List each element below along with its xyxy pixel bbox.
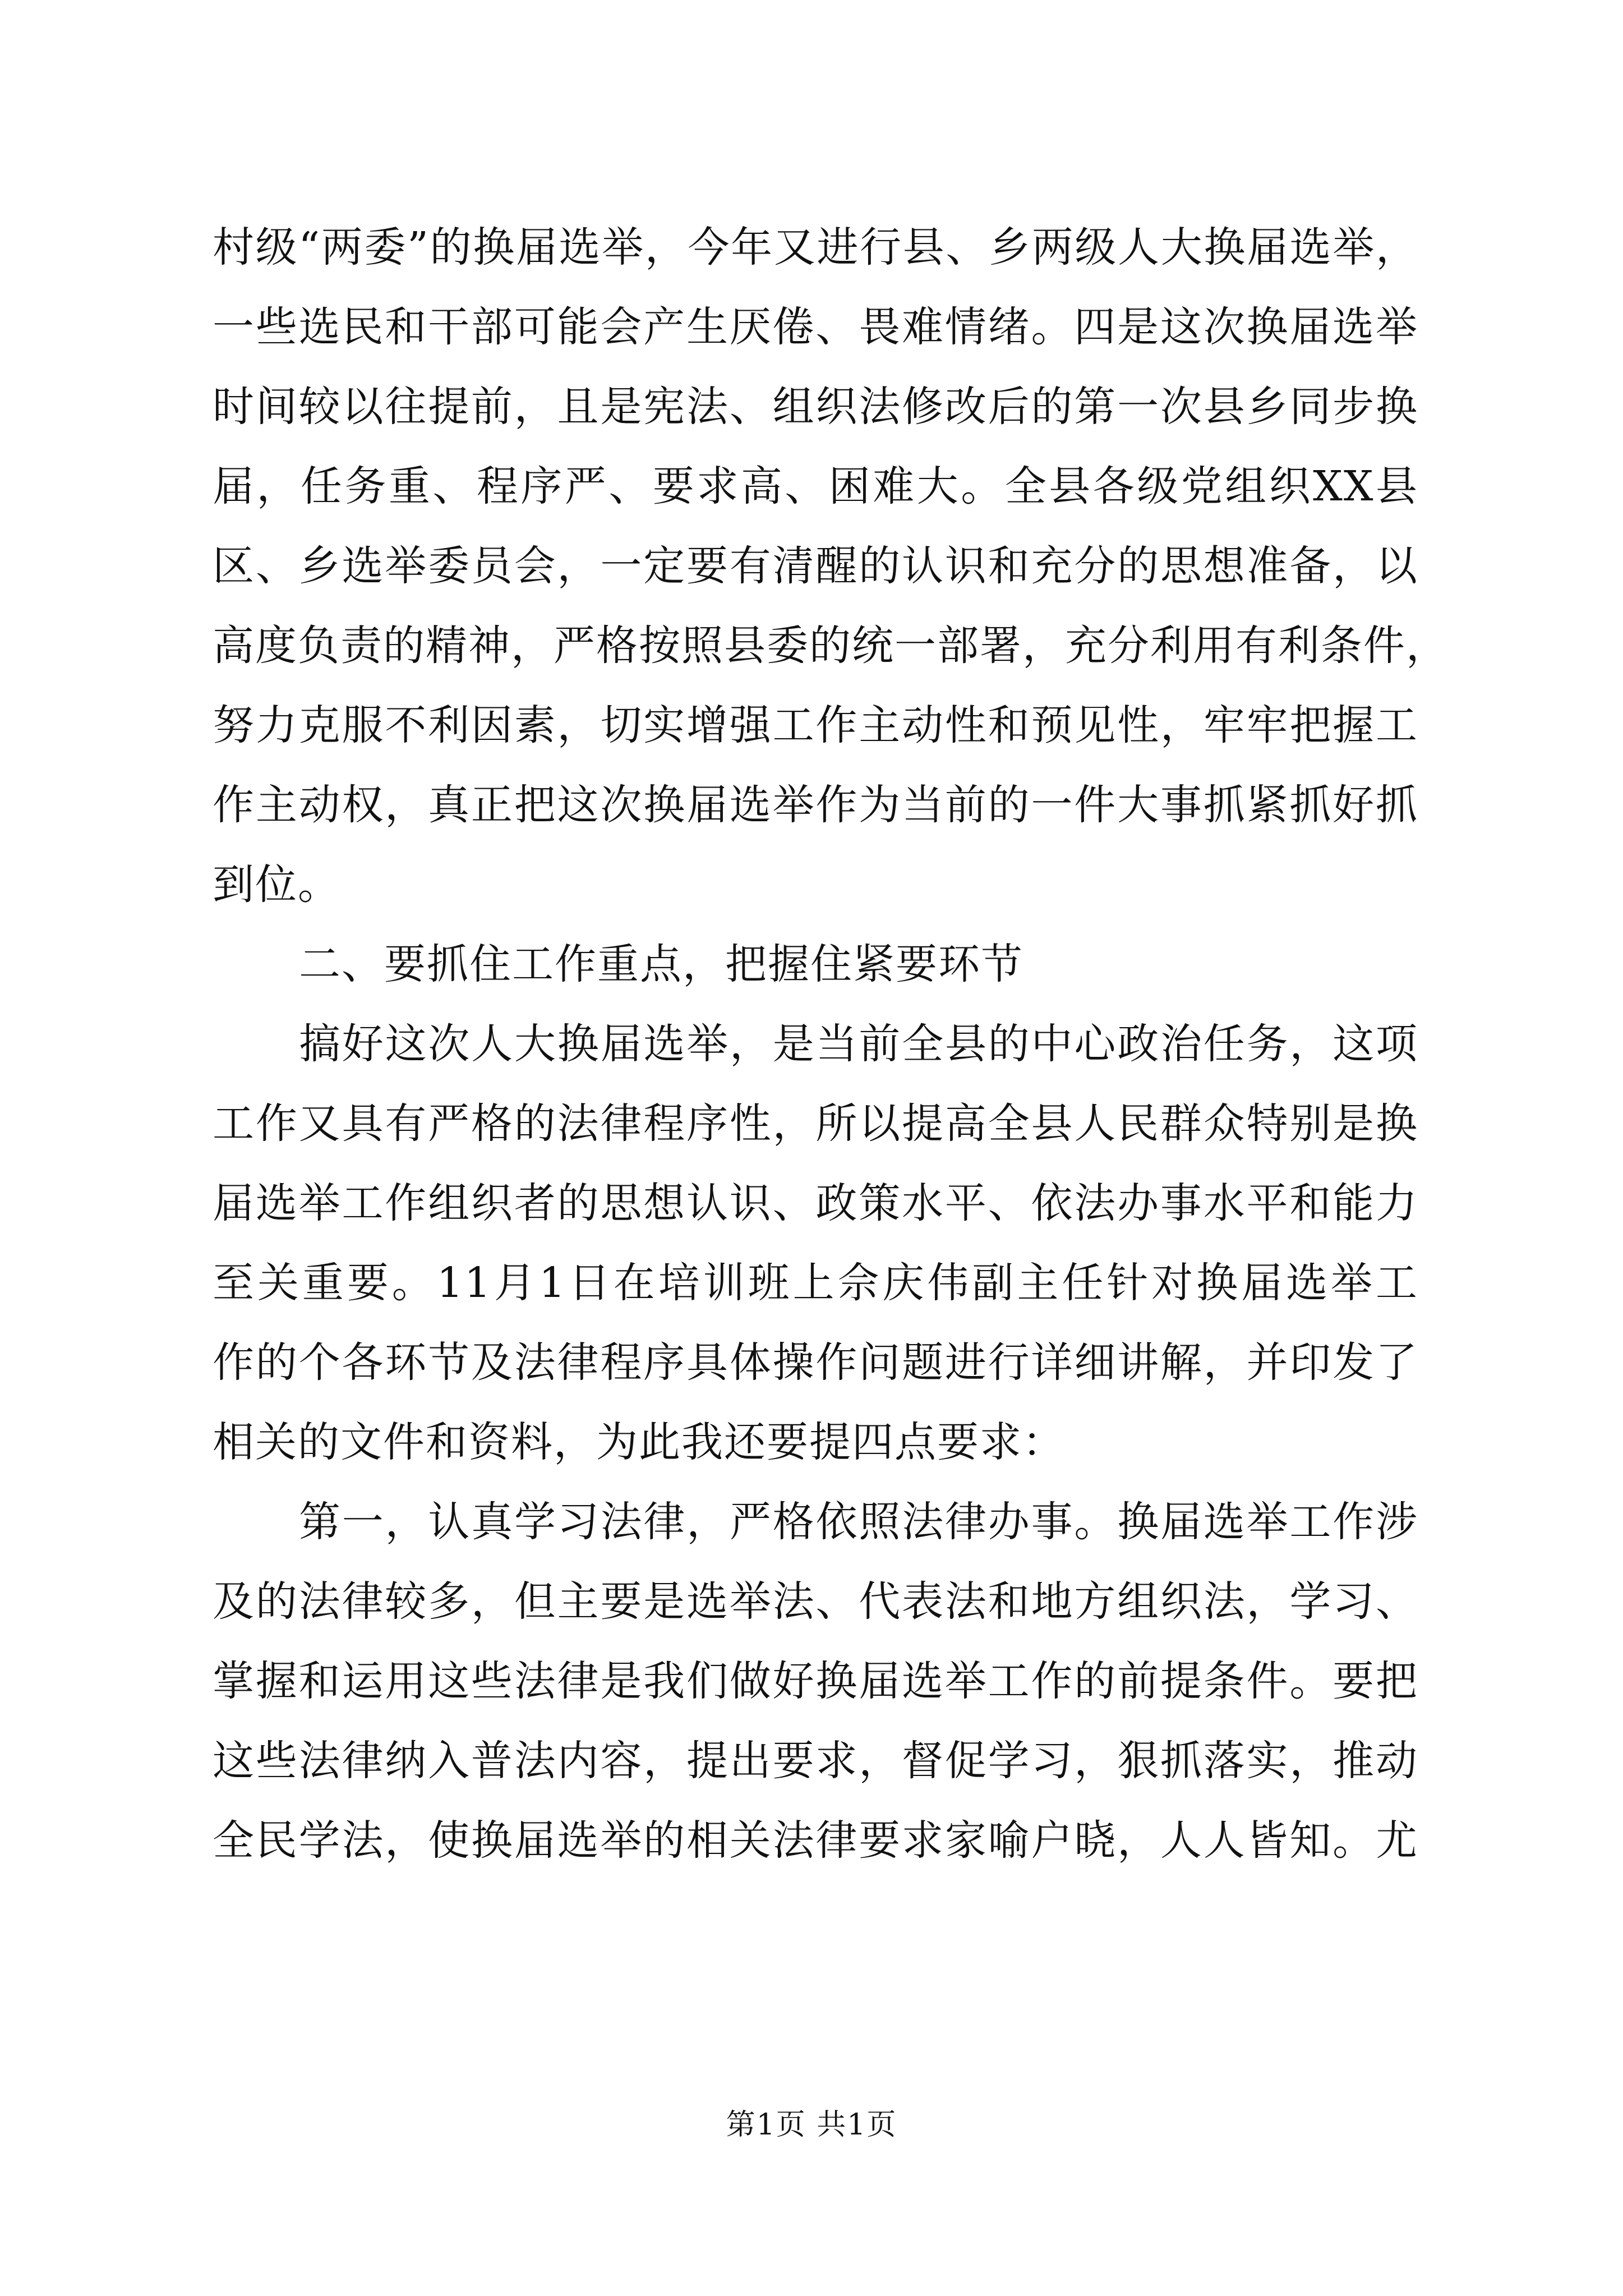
text-line: 努力克服不利因素，切实增强工作主动性和预见性，牢牢把握工 [213,701,1418,749]
text-line: 届选举工作组织者的思想认识、政策水平、依法办事水平和能力 [213,1179,1418,1227]
page-footer: 第1页 共1页 [726,2108,897,2142]
text-line: 搞好这次人大换届选举，是当前全县的中心政治任务，这项 [299,1020,1418,1068]
text-line: 村级“两委”的换届选举，今年又进行县、乡两级人大换届选举， [213,223,1418,272]
text-line: 这些法律纳入普法内容，提出要求，督促学习，狠抓落实，推动 [213,1737,1418,1785]
text-line: 及的法律较多，但主要是选举法、代表法和地方组织法，学习、 [213,1577,1418,1626]
body-text [213,208,1449,1880]
section-heading: 二、要抓住工作重点，把握住紧要环节 [299,940,1023,988]
text-line: 时间较以往提前，且是宪法、组织法修改后的第一次县乡同步换 [213,383,1418,431]
text-line: 届，任务重、程序严、要求高、困难大。全县各级党组织XX县 [213,462,1418,510]
text-line: 区、乡选举委员会，一定要有清醒的认识和充分的思想准备，以 [213,542,1418,590]
text-line: 到位。 [213,861,340,909]
text-line: 第一，认真学习法律，严格依照法律办事。换届选举工作涉 [299,1498,1418,1546]
text-line: 至关重要。11月1日在培训班上佘庆伟副主任针对换届选举工 [213,1259,1418,1307]
text-line: 作主动权，真正把这次换届选举作为当前的一件大事抓紧抓好抓 [213,781,1418,829]
text-line: 相关的文件和资料，为此我还要提四点要求： [213,1418,1065,1466]
text-line: 全民学法，使换届选举的相关法律要求家喻户晓，人人皆知。尤 [213,1816,1418,1865]
text-line: 高度负责的精神，严格按照县委的统一部署，充分利用有利条件， [213,622,1449,670]
text-line: 工作又具有严格的法律程序性，所以提高全县人民群众特别是换 [213,1099,1418,1148]
text-line: 作的个各环节及法律程序具体操作问题进行详细讲解，并印发了 [213,1338,1418,1387]
text-line: 一些选民和干部可能会产生厌倦、畏难情绪。四是这次换届选举 [213,303,1418,351]
text-line: 掌握和运用这些法律是我们做好换届选举工作的前提条件。要把 [213,1657,1418,1705]
